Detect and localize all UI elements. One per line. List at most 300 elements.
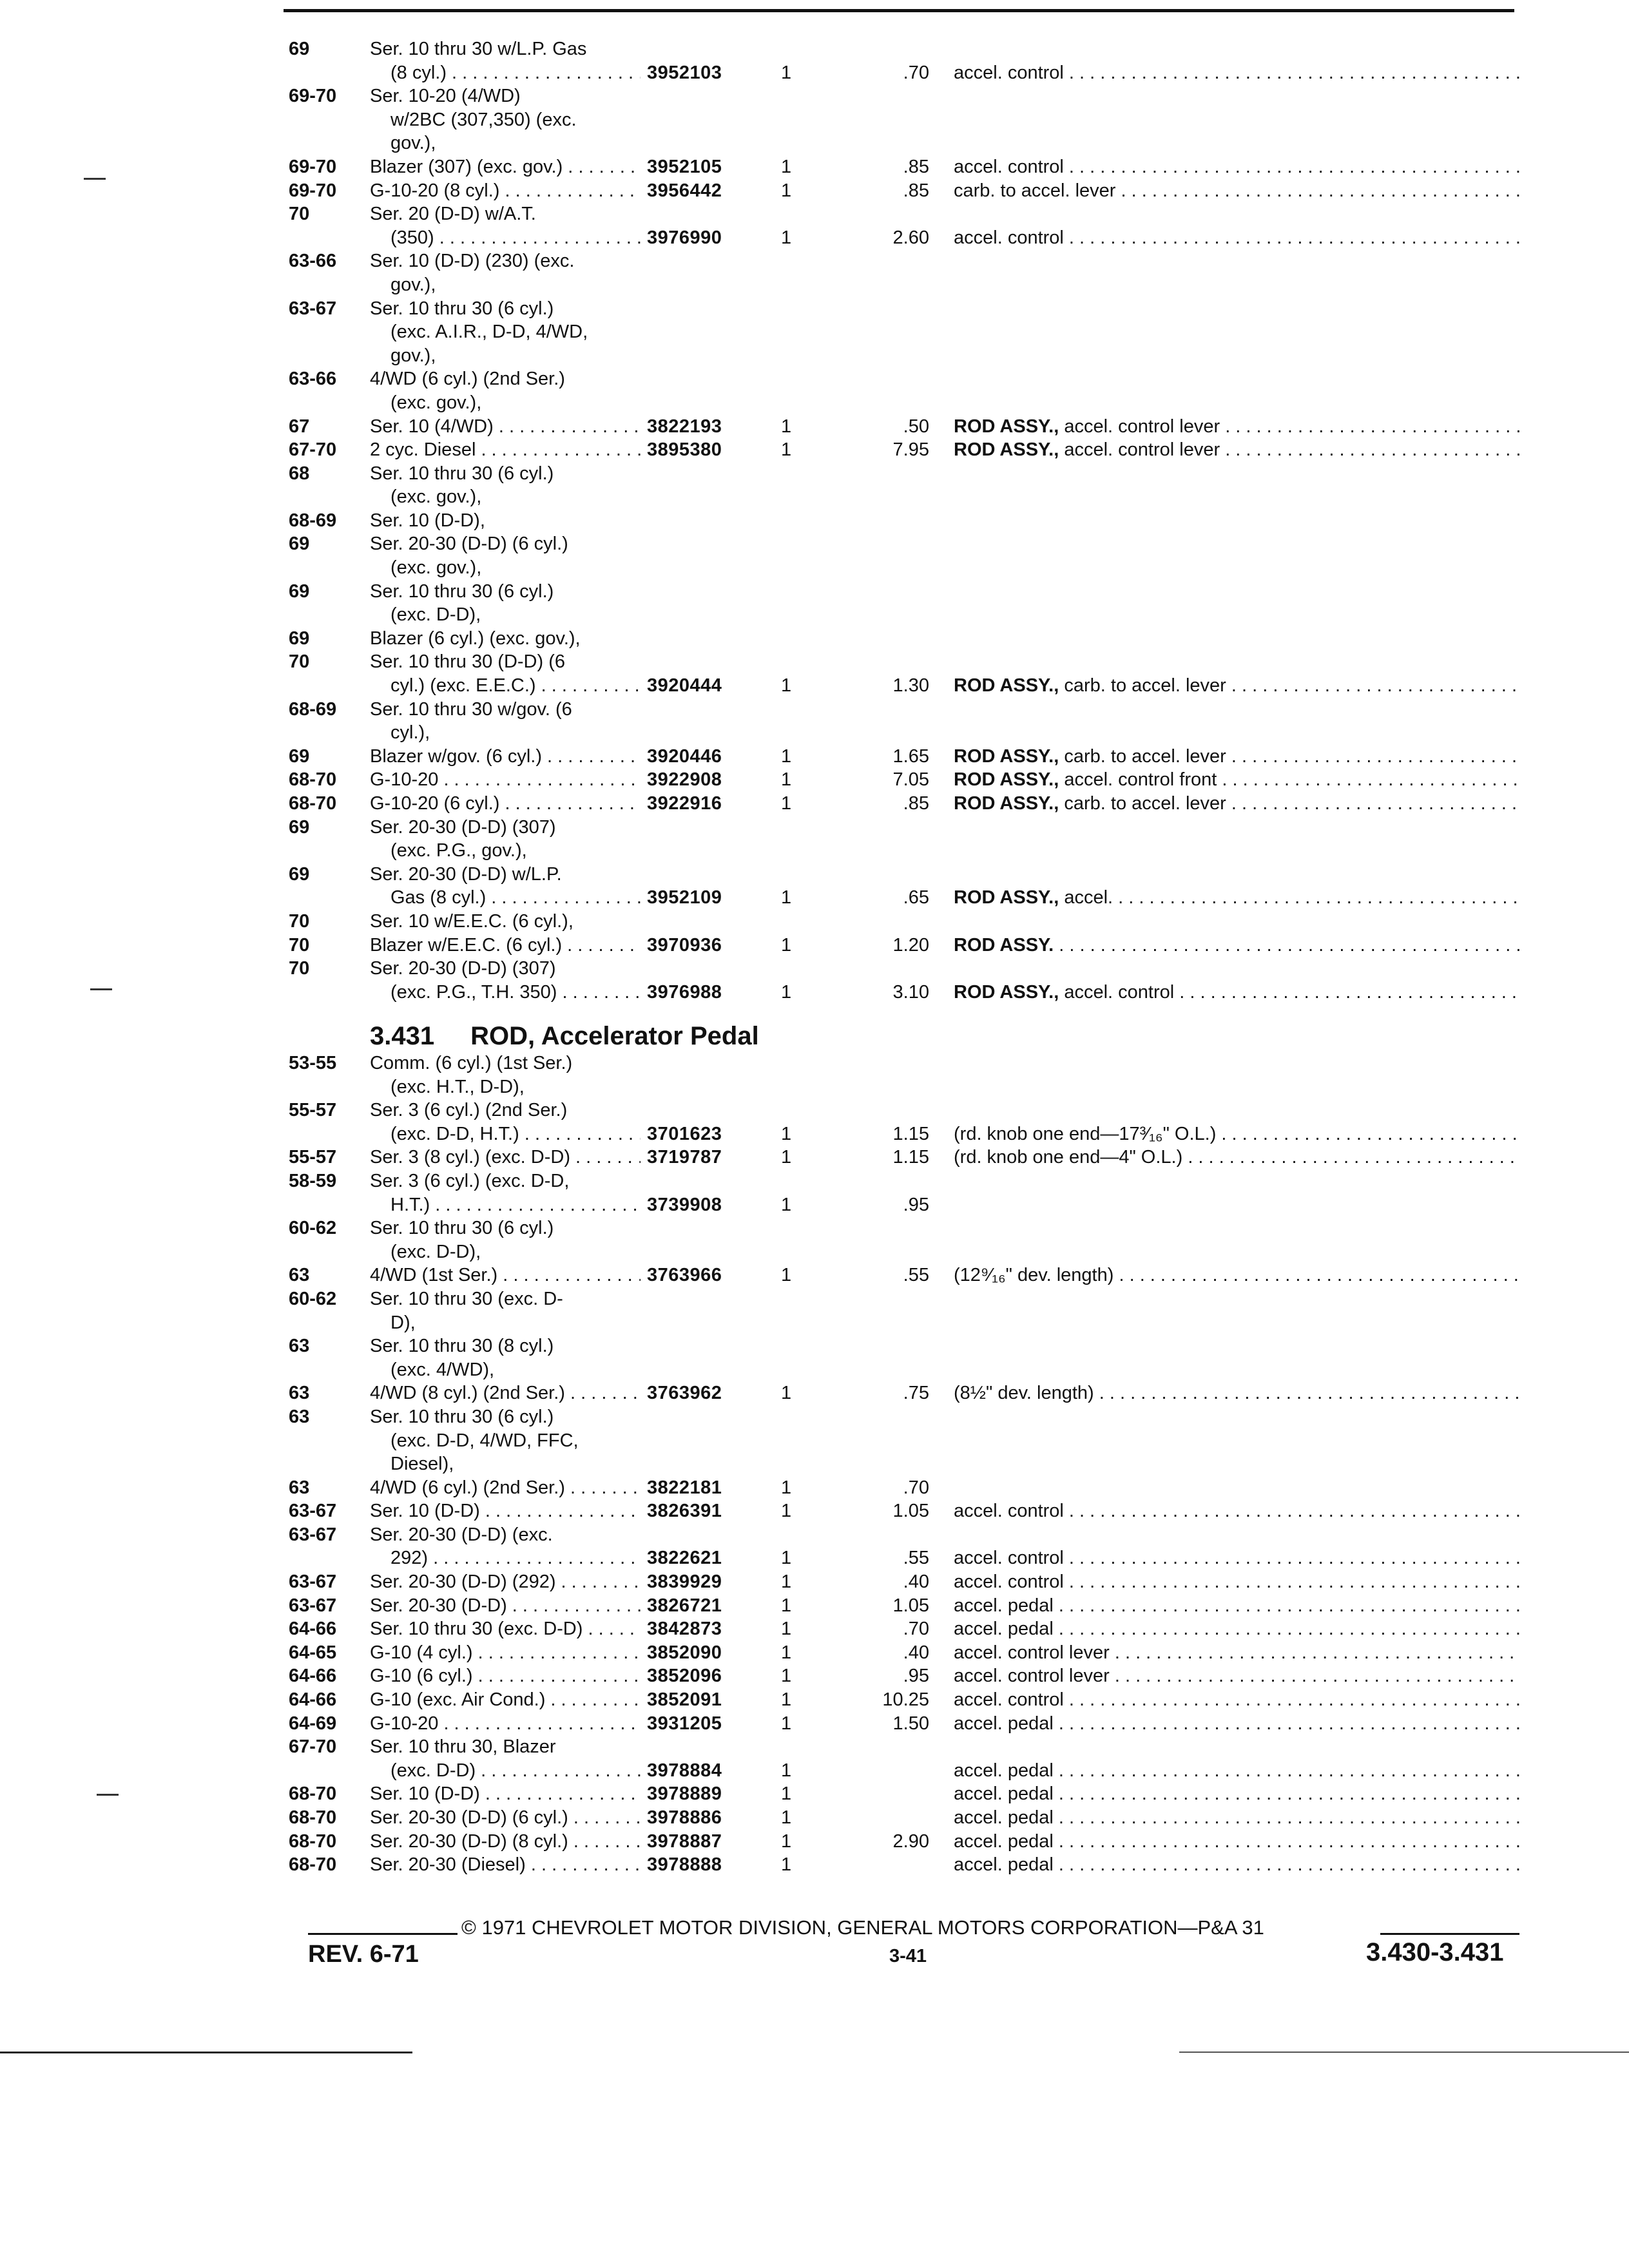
quantity: 1 <box>781 887 792 908</box>
table-row <box>0 438 1629 462</box>
model-year: 55-57 <box>289 1147 337 1168</box>
model-year: 69 <box>289 581 310 602</box>
table-row <box>0 1334 1629 1358</box>
price: .65 <box>903 887 929 908</box>
item-name: ROD ASSY., <box>954 981 1059 1003</box>
application-description: Blazer w/gov. (6 cyl.) . . . <box>370 745 641 769</box>
table-row <box>0 1712 1629 1736</box>
description-note <box>954 1546 1521 1570</box>
application-description: (exc. gov.), <box>390 486 482 508</box>
model-year: 69 <box>289 816 310 838</box>
quantity: 1 <box>781 1807 792 1828</box>
table-row <box>0 1594 1629 1618</box>
description-note <box>954 1853 1521 1877</box>
quantity: 1 <box>781 769 792 791</box>
description-note <box>954 1146 1521 1169</box>
table-row <box>0 1853 1629 1877</box>
table-row <box>0 273 1629 297</box>
part-number: 3719787 <box>647 1147 722 1168</box>
model-year: 69-70 <box>289 180 337 201</box>
table-row <box>0 839 1629 863</box>
application-description: Ser. 10 thru 30 (6 cyl.) <box>370 298 554 319</box>
application-description: G-10-20 . . . <box>370 768 641 792</box>
part-number: 3822621 <box>647 1548 722 1569</box>
table-row <box>0 344 1629 368</box>
table-row <box>0 1193 1629 1217</box>
application-description: Ser. 3 (6 cyl.) (exc. D-D, <box>370 1170 570 1191</box>
part-number: 3852090 <box>647 1642 722 1663</box>
application-description: G-10-20 (8 cyl.) . . . <box>370 179 641 203</box>
quantity: 1 <box>781 180 792 201</box>
price: 1.15 <box>892 1147 929 1168</box>
model-year: 69 <box>289 628 310 649</box>
parts-list-accelerator-pedal-rod <box>0 1052 1629 1877</box>
quantity: 1 <box>781 793 792 814</box>
quantity: 1 <box>781 1689 792 1711</box>
model-year: 68-70 <box>289 793 337 814</box>
item-detail: accel. control <box>954 156 1064 177</box>
application-description: Ser. 10-20 (4/WD) <box>370 86 521 107</box>
application-description: (8 cyl.) . . . <box>390 61 641 85</box>
price: .70 <box>903 1619 929 1640</box>
part-number: 3739908 <box>647 1194 722 1215</box>
model-year: 63 <box>289 1477 310 1498</box>
application-description: 292) . . . <box>390 1546 641 1570</box>
margin-mark <box>90 988 112 990</box>
footer-copyright: © 1971 CHEVROLET MOTOR DIVISION, GENERAL MOTORS CORPORATION—P&A 31 <box>461 1916 1264 1939</box>
table-row <box>0 84 1629 108</box>
description-note <box>954 1830 1521 1854</box>
quantity: 1 <box>781 62 792 83</box>
description-note <box>954 1264 1521 1287</box>
model-year: 69-70 <box>289 86 337 107</box>
quantity: 1 <box>781 1477 792 1498</box>
table-row <box>0 674 1629 698</box>
application-description: 4/WD (6 cyl.) (2nd Ser.) . . . <box>370 1476 641 1500</box>
quantity: 1 <box>781 156 792 177</box>
table-row <box>0 768 1629 792</box>
price: 1.15 <box>892 1123 929 1144</box>
description-note <box>954 1641 1521 1665</box>
part-number: 3978887 <box>647 1831 722 1852</box>
item-detail: accel. pedal <box>954 1807 1054 1828</box>
description-note <box>954 179 1521 203</box>
model-year: 69 <box>289 863 310 885</box>
part-number: 3920444 <box>647 675 722 697</box>
application-description: Ser. 10 w/E.E.C. (6 cyl.), <box>370 910 574 932</box>
table-row <box>0 509 1629 533</box>
table-row <box>0 698 1629 722</box>
table-row <box>0 1806 1629 1830</box>
description-note <box>954 1806 1521 1830</box>
price: .55 <box>903 1265 929 1286</box>
table-row <box>0 1358 1629 1382</box>
application-description: (exc. P.G., T.H. 350) . . . <box>390 981 641 1004</box>
model-year: 68-70 <box>289 1783 337 1805</box>
application-description: Ser. 10 (D-D) . . . <box>370 1782 641 1806</box>
quantity: 1 <box>781 439 792 461</box>
item-name: ROD ASSY. <box>954 934 1054 956</box>
description-note <box>954 226 1521 250</box>
item-name: ROD ASSY., <box>954 769 1059 791</box>
quantity: 1 <box>781 1854 792 1876</box>
table-row <box>0 1759 1629 1783</box>
footer-revision: REV. 6-71 <box>308 1941 419 1968</box>
quantity: 1 <box>781 1147 792 1168</box>
application-description: (exc. D-D, H.T.) . . . <box>390 1122 641 1146</box>
model-year: 63-66 <box>289 251 337 272</box>
model-year: 60-62 <box>289 1288 337 1309</box>
part-number: 3895380 <box>647 439 722 461</box>
table-row <box>0 957 1629 981</box>
table-row <box>0 1570 1629 1594</box>
quantity: 1 <box>781 1571 792 1593</box>
price: 1.30 <box>892 675 929 697</box>
model-year: 63 <box>289 1336 310 1357</box>
application-description: Ser. 20-30 (D-D) (292) . . . <box>370 1570 641 1594</box>
application-description: Ser. 20-30 (D-D) (6 cyl.) <box>370 533 568 555</box>
application-description: Ser. 20-30 (D-D) (exc. <box>370 1524 553 1545</box>
application-description: (exc. gov.), <box>390 392 482 413</box>
price: .70 <box>903 62 929 83</box>
quantity: 1 <box>781 1194 792 1215</box>
quantity: 1 <box>781 1713 792 1734</box>
table-row <box>0 1617 1629 1641</box>
item-detail: accel. control lever <box>954 1642 1110 1663</box>
item-detail: accel. control lever <box>1064 416 1220 437</box>
application-description: 4/WD (1st Ser.) . . . <box>370 1264 641 1287</box>
description-note <box>954 792 1521 816</box>
footer-rule <box>308 1933 458 1935</box>
price: 7.05 <box>892 769 929 791</box>
part-number: 3842873 <box>647 1619 722 1640</box>
model-year: 68-70 <box>289 1831 337 1852</box>
item-detail: carb. to accel. lever <box>1064 745 1226 767</box>
item-detail: (8½" dev. length) <box>954 1383 1094 1404</box>
price: 2.60 <box>892 227 929 248</box>
application-description: Ser. 20-30 (D-D) (8 cyl.) . . . <box>370 1830 641 1854</box>
part-number: 3976988 <box>647 981 722 1003</box>
item-detail: accel. pedal <box>954 1619 1054 1640</box>
model-year: 63-67 <box>289 298 337 319</box>
description-note <box>954 1570 1521 1594</box>
part-number: 3978886 <box>647 1807 722 1828</box>
model-year: 63 <box>289 1383 310 1404</box>
part-number: 3822181 <box>647 1477 722 1498</box>
model-year: 70 <box>289 204 310 225</box>
table-row <box>0 1264 1629 1287</box>
model-year: 69 <box>289 39 310 59</box>
item-detail: (12⁹⁄₁₆" dev. length) <box>954 1265 1114 1286</box>
item-detail: accel. control <box>1064 981 1175 1003</box>
application-description: Ser. 20-30 (Diesel) . . . <box>370 1853 641 1877</box>
model-year: 53-55 <box>289 1053 337 1073</box>
application-description: Ser. 10 (D-D) . . . <box>370 1499 641 1523</box>
application-description: Ser. 3 (8 cyl.) (exc. D-D) . . . <box>370 1146 641 1169</box>
footer-rule <box>1380 1933 1519 1935</box>
table-row <box>0 1476 1629 1500</box>
table-row <box>0 603 1629 627</box>
table-row <box>0 1499 1629 1523</box>
application-description: cyl.), <box>390 722 430 744</box>
price: .55 <box>903 1548 929 1569</box>
item-detail: accel. <box>1064 887 1113 908</box>
quantity: 1 <box>781 416 792 437</box>
application-description: G-10 (exc. Air Cond.) . . . <box>370 1688 641 1712</box>
application-description: cyl.) (exc. E.E.C.) . . . <box>390 674 641 698</box>
application-description: Ser. 10 (4/WD) . . . <box>370 415 641 439</box>
item-name: ROD ASSY., <box>954 887 1059 908</box>
model-year: 64-66 <box>289 1689 337 1711</box>
item-name: ROD ASSY., <box>954 416 1059 437</box>
item-detail: accel. control lever <box>954 1666 1110 1687</box>
table-row <box>0 37 1629 61</box>
model-year: 60-62 <box>289 1218 337 1239</box>
part-number: 3763962 <box>647 1383 722 1404</box>
item-detail: accel. pedal <box>954 1595 1054 1616</box>
application-description: Ser. 10 thru 30, Blazer <box>370 1736 556 1758</box>
application-description: (exc. D-D), <box>390 1241 481 1262</box>
table-row <box>0 226 1629 250</box>
table-row <box>0 320 1629 344</box>
item-detail: accel. pedal <box>954 1854 1054 1876</box>
table-row <box>0 415 1629 439</box>
application-description: Blazer w/E.E.C. (6 cyl.) . . . <box>370 934 641 957</box>
section-heading <box>370 1022 759 1051</box>
description-note <box>954 1499 1521 1523</box>
model-year: 68 <box>289 463 310 484</box>
application-description: Ser. 10 thru 30 (6 cyl.) <box>370 1406 554 1427</box>
table-row <box>0 910 1629 934</box>
parts-list-rod-assy <box>0 37 1629 1004</box>
price: 10.25 <box>882 1689 929 1711</box>
application-description: Ser. 20 (D-D) w/A.T. <box>370 204 536 225</box>
item-detail: accel. control <box>954 1689 1064 1711</box>
table-row <box>0 1240 1629 1264</box>
table-row <box>0 1381 1629 1405</box>
table-row <box>0 179 1629 203</box>
price: .85 <box>903 156 929 177</box>
item-name: ROD ASSY., <box>954 675 1059 697</box>
price: .75 <box>903 1383 929 1404</box>
part-number: 3826391 <box>647 1501 722 1522</box>
table-row <box>0 1782 1629 1806</box>
application-description: Ser. 10 thru 30 (6 cyl.) <box>370 463 554 484</box>
scan-edge-line <box>0 2052 412 2053</box>
model-year: 64-66 <box>289 1619 337 1640</box>
application-description: Ser. 20-30 (D-D) (6 cyl.) . . . <box>370 1806 641 1830</box>
application-description: G-10-20 (6 cyl.) . . . <box>370 792 641 816</box>
item-detail: accel. control <box>954 1501 1064 1522</box>
application-description: G-10-20 . . . <box>370 1712 641 1736</box>
model-year: 70 <box>289 910 310 932</box>
model-year: 64-66 <box>289 1666 337 1687</box>
description-note <box>954 981 1521 1004</box>
price: 1.50 <box>892 1713 929 1734</box>
part-number: 3826721 <box>647 1595 722 1616</box>
quantity: 1 <box>781 1783 792 1805</box>
description-note <box>954 1381 1521 1405</box>
model-year: 67 <box>289 416 310 437</box>
table-row <box>0 1429 1629 1453</box>
part-number: 3956442 <box>647 180 722 201</box>
description-note <box>954 1122 1521 1146</box>
item-detail: carb. to accel. lever <box>1064 793 1226 814</box>
part-number: 3978884 <box>647 1760 722 1781</box>
part-number: 3952103 <box>647 62 722 83</box>
table-row <box>0 886 1629 910</box>
model-year: 64-69 <box>289 1713 337 1734</box>
price: .50 <box>903 416 929 437</box>
item-detail: accel. control <box>954 1571 1064 1593</box>
table-row <box>0 650 1629 674</box>
application-description: Diesel), <box>390 1454 454 1475</box>
description-note <box>954 768 1521 792</box>
description-note <box>954 415 1521 439</box>
application-description: (exc. P.G., gov.), <box>390 840 527 861</box>
table-row <box>0 1664 1629 1688</box>
quantity: 1 <box>781 934 792 956</box>
table-row <box>0 1405 1629 1429</box>
application-description: (exc. D-D) . . . <box>390 1759 641 1783</box>
quantity: 1 <box>781 745 792 767</box>
description-note <box>954 1617 1521 1641</box>
description-note <box>954 1664 1521 1688</box>
model-year: 63-67 <box>289 1571 337 1593</box>
model-year: 55-57 <box>289 1100 337 1121</box>
application-description: (exc. D-D), <box>390 604 481 626</box>
table-row <box>0 1099 1629 1122</box>
application-description: Ser. 20-30 (D-D) (307) <box>370 958 556 979</box>
table-row <box>0 580 1629 604</box>
application-description: H.T.) . . . <box>390 1193 641 1217</box>
part-number: 3970936 <box>647 934 722 956</box>
margin-mark <box>97 1794 119 1796</box>
model-year: 63 <box>289 1265 310 1286</box>
part-number: 3952105 <box>647 156 722 177</box>
section-number: 3.431 <box>370 1022 435 1050</box>
table-row <box>0 1523 1629 1547</box>
item-detail: accel. control <box>954 62 1064 83</box>
table-row <box>0 863 1629 887</box>
table-row <box>0 627 1629 651</box>
item-detail: accel. control lever <box>1064 439 1220 461</box>
table-row <box>0 485 1629 509</box>
model-year: 70 <box>289 651 310 673</box>
application-description: Ser. 20-30 (D-D) . . . <box>370 1594 641 1618</box>
application-description: D), <box>390 1312 416 1333</box>
scan-edge-line <box>1179 2052 1629 2053</box>
price: .70 <box>903 1477 929 1498</box>
application-description: Ser. 10 thru 30 (exc. D-D) . . . <box>370 1617 641 1641</box>
price: 3.10 <box>892 981 929 1003</box>
table-row <box>0 391 1629 415</box>
table-row <box>0 721 1629 745</box>
application-description: Ser. 3 (6 cyl.) (2nd Ser.) <box>370 1100 568 1121</box>
description-note <box>954 934 1521 957</box>
quantity: 1 <box>781 675 792 697</box>
application-description: Ser. 10 thru 30 (6 cyl.) <box>370 1218 554 1239</box>
table-row <box>0 1146 1629 1169</box>
item-detail: (rd. knob one end—4" O.L.) <box>954 1147 1183 1168</box>
table-row <box>0 745 1629 769</box>
item-detail: accel. pedal <box>954 1760 1054 1781</box>
item-detail: accel. pedal <box>954 1713 1054 1734</box>
table-row <box>0 1452 1629 1476</box>
table-row <box>0 155 1629 179</box>
model-year: 58-59 <box>289 1170 337 1191</box>
quantity: 1 <box>781 1501 792 1522</box>
model-year: 63-67 <box>289 1501 337 1522</box>
price: .40 <box>903 1571 929 1593</box>
table-row <box>0 249 1629 273</box>
application-description: Ser. 20-30 (D-D) (307) <box>370 816 556 838</box>
table-row <box>0 202 1629 226</box>
application-description: 4/WD (6 cyl.) (2nd Ser.) <box>370 369 565 390</box>
application-description: 2 cyc. Diesel . . . <box>370 438 641 462</box>
description-note <box>954 1782 1521 1806</box>
table-row <box>0 1287 1629 1311</box>
application-description: Gas (8 cyl.) . . . <box>390 886 641 910</box>
price: 1.05 <box>892 1595 929 1616</box>
application-description: Ser. 20-30 (D-D) w/L.P. <box>370 863 562 885</box>
item-name: ROD ASSY., <box>954 793 1059 814</box>
application-description: 4/WD (8 cyl.) (2nd Ser.) . . . <box>370 1381 641 1405</box>
table-row <box>0 1122 1629 1146</box>
model-year: 68-70 <box>289 1807 337 1828</box>
model-year: 70 <box>289 958 310 979</box>
part-number: 3852091 <box>647 1689 722 1711</box>
model-year: 64-65 <box>289 1642 337 1663</box>
price: .85 <box>903 180 929 201</box>
item-detail: accel. control <box>954 1548 1064 1569</box>
table-row <box>0 367 1629 391</box>
application-description: Comm. (6 cyl.) (1st Ser.) <box>370 1053 573 1073</box>
table-row <box>0 816 1629 840</box>
quantity: 1 <box>781 1265 792 1286</box>
description-note <box>954 155 1521 179</box>
table-row <box>0 1830 1629 1854</box>
item-detail: carb. to accel. lever <box>954 180 1116 201</box>
table-row <box>0 792 1629 816</box>
application-description: (exc. D-D, 4/WD, FFC, <box>390 1430 579 1451</box>
model-year: 68-70 <box>289 769 337 791</box>
application-description: Ser. 10 thru 30 w/gov. (6 <box>370 698 572 720</box>
quantity: 1 <box>781 1619 792 1640</box>
part-number: 3922916 <box>647 793 722 814</box>
description-note <box>954 1759 1521 1783</box>
part-number: 3839929 <box>647 1571 722 1593</box>
part-number: 3976990 <box>647 227 722 248</box>
table-row <box>0 1075 1629 1099</box>
description-note <box>954 886 1521 910</box>
table-row <box>0 532 1629 556</box>
item-detail: accel. pedal <box>954 1783 1054 1805</box>
part-number: 3978888 <box>647 1854 722 1876</box>
table-row <box>0 1169 1629 1193</box>
model-year: 63 <box>289 1406 310 1427</box>
part-number: 3701623 <box>647 1123 722 1144</box>
table-row <box>0 934 1629 957</box>
top-rule <box>284 9 1514 12</box>
model-year: 68-69 <box>289 510 337 531</box>
table-row <box>0 297 1629 321</box>
description-note <box>954 61 1521 85</box>
quantity: 1 <box>781 1123 792 1144</box>
application-description: w/2BC (307,350) (exc. <box>390 109 577 130</box>
description-note <box>954 745 1521 769</box>
table-row <box>0 1216 1629 1240</box>
